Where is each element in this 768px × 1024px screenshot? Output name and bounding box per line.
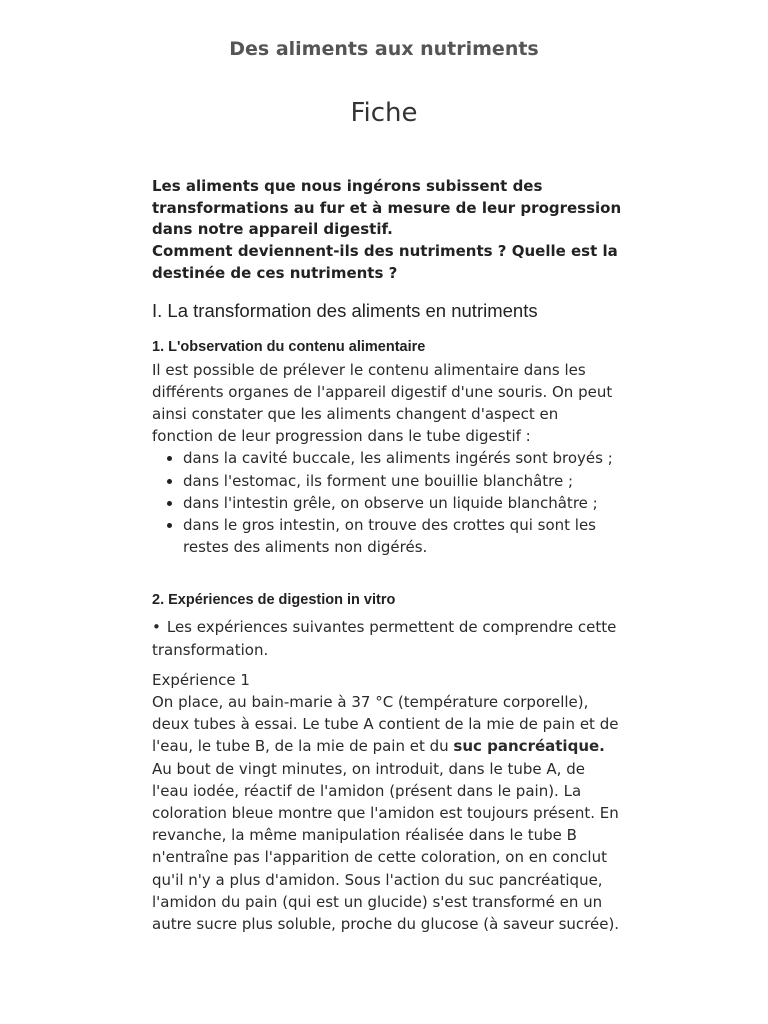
section-heading: I. La transformation des aliments en nutriments [152,299,538,321]
bullet-mark: • [152,618,161,637]
experiments-intro [152,616,622,660]
experiment-text-part: On place, au bain-marie à 37 °C (température corporelle), deux tubes à essai. Le tube A contient de la mie de pain et de l'eau, le tube B, de la mie de pain et du [152,692,619,756]
intro-question: Comment deviennent-ils des nutriments ? Quelle est la destinée de ces nutriments ? [152,242,618,282]
experiment-bold-term: suc pancréatique. [453,737,605,756]
observation-paragraph: Il est possible de prélever le contenu alimentaire dans les différents organes de l'appareil digestif d'une souris. On peut ainsi constater que les aliments changent d'aspect en fonction de leur progression dans le tube digestif : [152,360,613,446]
experiment-label: Expérience 1 [152,670,250,689]
list-item: dans le gros intestin, on trouve des crottes qui sont les restes des aliments non digérés. [183,514,622,558]
subsection-heading-experiments: 2. Expériences de digestion in vitro [152,592,396,609]
experiment-text-part: Au bout de vingt minutes, on introduit, dans le tube A, de l'eau iodée, réactif de l'amidon (présent dans le pain). La coloration bleue montre que l'amidon est toujours présent. En revanche, la même manipulation réalisée dans le tube B n'entraîne pas l'apparition de cette coloration, on en conclut qu'il n'y a plus d'amidon. Sous l'action du suc pancréatique, l'amidon du pain (qui est un glucide) s'est transformé en un autre sucre plus soluble, proche du glucose (à saveur sucrée). [152,759,620,933]
experiment-paragraph [152,691,622,935]
document-subtitle: Fiche [350,98,418,128]
observation-list [152,447,622,558]
list-item: dans la cavité buccale, les aliments ingérés sont broyés ; [183,447,622,469]
document-title: Des aliments aux nutriments [229,38,539,60]
document-body [152,176,622,935]
list-item: dans l'intestin grêle, on observe un liquide blanchâtre ; [183,492,622,514]
list-item: dans l'estomac, ils forment une bouillie blanchâtre ; [183,470,622,492]
experiments-intro-text: Les expériences suivantes permettent de comprendre cette transformation. [152,618,617,659]
subsection-heading-observation: 1. L'observation du contenu alimentaire [152,338,426,355]
intro-block [152,176,622,285]
intro-statement: Les aliments que nous ingérons subissent des transformations au fur et à mesure de leur progression dans notre appareil digestif. [152,177,622,239]
